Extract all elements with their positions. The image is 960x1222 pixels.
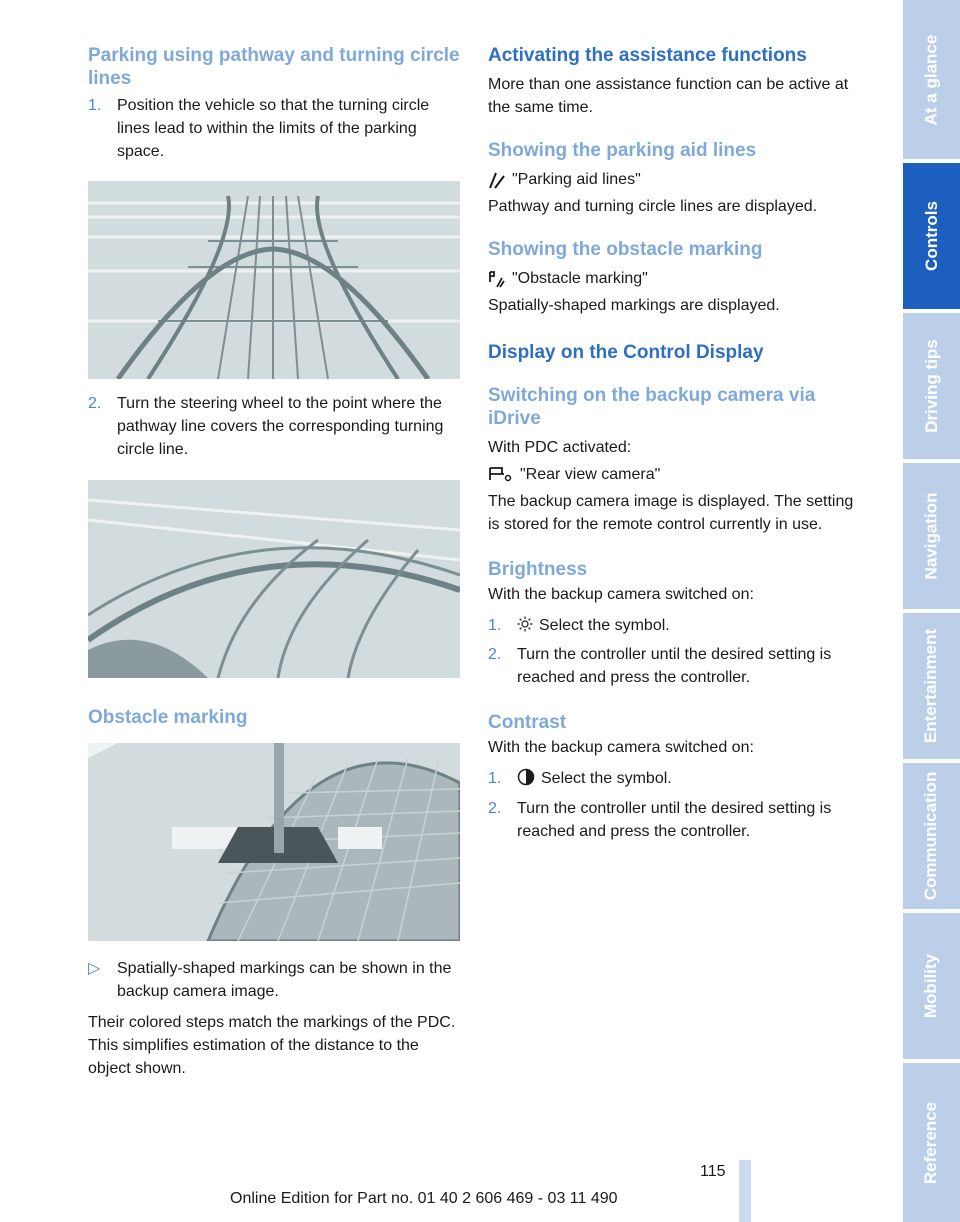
switching-pre: With PDC activated: (488, 439, 632, 456)
step-1 (88, 94, 460, 163)
step-number: 1. (488, 617, 502, 634)
tab-navigation[interactable] (903, 463, 960, 609)
step-text: Select the symbol. (541, 770, 672, 787)
turning-circle-image (88, 480, 460, 678)
heading-obstacle-marking: Obstacle marking (88, 707, 248, 728)
tab-label: Reference (921, 1101, 941, 1184)
tab-entertainment[interactable] (903, 613, 960, 759)
rear-view-menu-label: "Rear view camera" (520, 466, 661, 483)
tab-label: At a glance (921, 34, 941, 125)
step-text: Position the vehicle so that the turning circle lines lead to within the limits of the parking space. (117, 97, 430, 160)
heading-brightness: Brightness (488, 559, 588, 580)
parking-aid-menu (488, 168, 868, 191)
pathway-lines-image (88, 181, 460, 379)
heading-parking-aid: Showing the parking aid lines (488, 140, 757, 161)
parking-aid-text: Pathway and turning circle lines are displayed. (488, 198, 818, 215)
step-2 (88, 392, 460, 461)
step-number: 1. (88, 97, 102, 114)
contrast-step-1 (488, 767, 868, 793)
rear-view-camera-icon (488, 466, 518, 484)
tab-label: Controls (921, 201, 941, 271)
footer-edition: Online Edition for Part no. 01 40 2 606 469 - 03 11 490 (230, 1190, 618, 1207)
tab-label: Communication (921, 771, 941, 901)
tab-label: Driving tips (921, 339, 941, 433)
heading-parking-pathway: Parking using pathway and turning circle lines (88, 45, 460, 89)
step-content (517, 614, 868, 639)
brightness-step-1 (488, 614, 868, 639)
heading-display: Display on the Control Display (488, 342, 764, 363)
rear-view-menu (488, 463, 868, 486)
contrast-step-2 (488, 797, 868, 843)
obstacle-marking-icon (488, 270, 510, 288)
tab-label: Navigation (921, 492, 941, 580)
step-content (517, 767, 868, 793)
parking-aid-lines-icon (488, 171, 510, 189)
tab-at-a-glance[interactable] (903, 0, 960, 159)
obstacle-marking-image (88, 743, 460, 941)
brightness-step-2 (488, 643, 868, 689)
step-number: 2. (488, 800, 502, 817)
bullet-marker: ▷ (88, 960, 101, 977)
right-column (488, 44, 868, 843)
bullet-item (88, 957, 460, 1003)
page-marker-bar (739, 1160, 751, 1222)
step-text: Turn the controller until the desired setting is reached and press the controller. (517, 800, 832, 840)
tab-label: Mobility (921, 953, 941, 1019)
step-number: 2. (88, 395, 102, 412)
step-text: Select the symbol. (539, 617, 670, 634)
tab-reference[interactable] (903, 1063, 960, 1222)
brightness-pre: With the backup camera switched on: (488, 586, 754, 603)
step-number: 2. (488, 646, 502, 663)
body-paragraph: Their colored steps match the markings of the PDC. This simplifies estimation of the distance to the object shown. (88, 1014, 456, 1077)
obstacle-menu (488, 267, 868, 290)
tab-controls[interactable] (903, 163, 960, 309)
contrast-pre: With the backup camera switched on: (488, 739, 754, 756)
brightness-sun-icon (517, 616, 539, 639)
parking-aid-menu-label: "Parking aid lines" (512, 171, 641, 188)
heading-obstacle-display: Showing the obstacle marking (488, 239, 763, 260)
heading-switching: Switching on the backup camera via iDrive (488, 385, 816, 429)
bullet-text: Spatially-shaped markings can be shown in the backup camera image. (117, 960, 452, 1000)
step-number: 1. (488, 770, 502, 787)
heading-activating: Activating the assistance functions (488, 45, 807, 66)
tab-mobility[interactable] (903, 913, 960, 1059)
switching-text: The backup camera image is displayed. The setting is stored for the remote control currently in use. (488, 493, 854, 533)
contrast-icon (517, 768, 541, 793)
tab-driving-tips[interactable] (903, 313, 960, 459)
tab-label: Entertainment (921, 628, 941, 744)
tab-communication[interactable] (903, 763, 960, 909)
obstacle-menu-label: "Obstacle marking" (512, 270, 648, 287)
heading-contrast: Contrast (488, 712, 567, 733)
page-number: 115 (700, 1163, 726, 1180)
chapter-tabs (903, 0, 960, 1222)
step-text: Turn the steering wheel to the point where the pathway line covers the corresponding turning circle line. (117, 395, 444, 458)
step-text: Turn the controller until the desired setting is reached and press the controller. (517, 646, 832, 686)
left-column (88, 44, 460, 1080)
activating-text: More than one assistance function can be active at the same time. (488, 76, 849, 116)
obstacle-text: Spatially-shaped markings are displayed. (488, 297, 780, 314)
